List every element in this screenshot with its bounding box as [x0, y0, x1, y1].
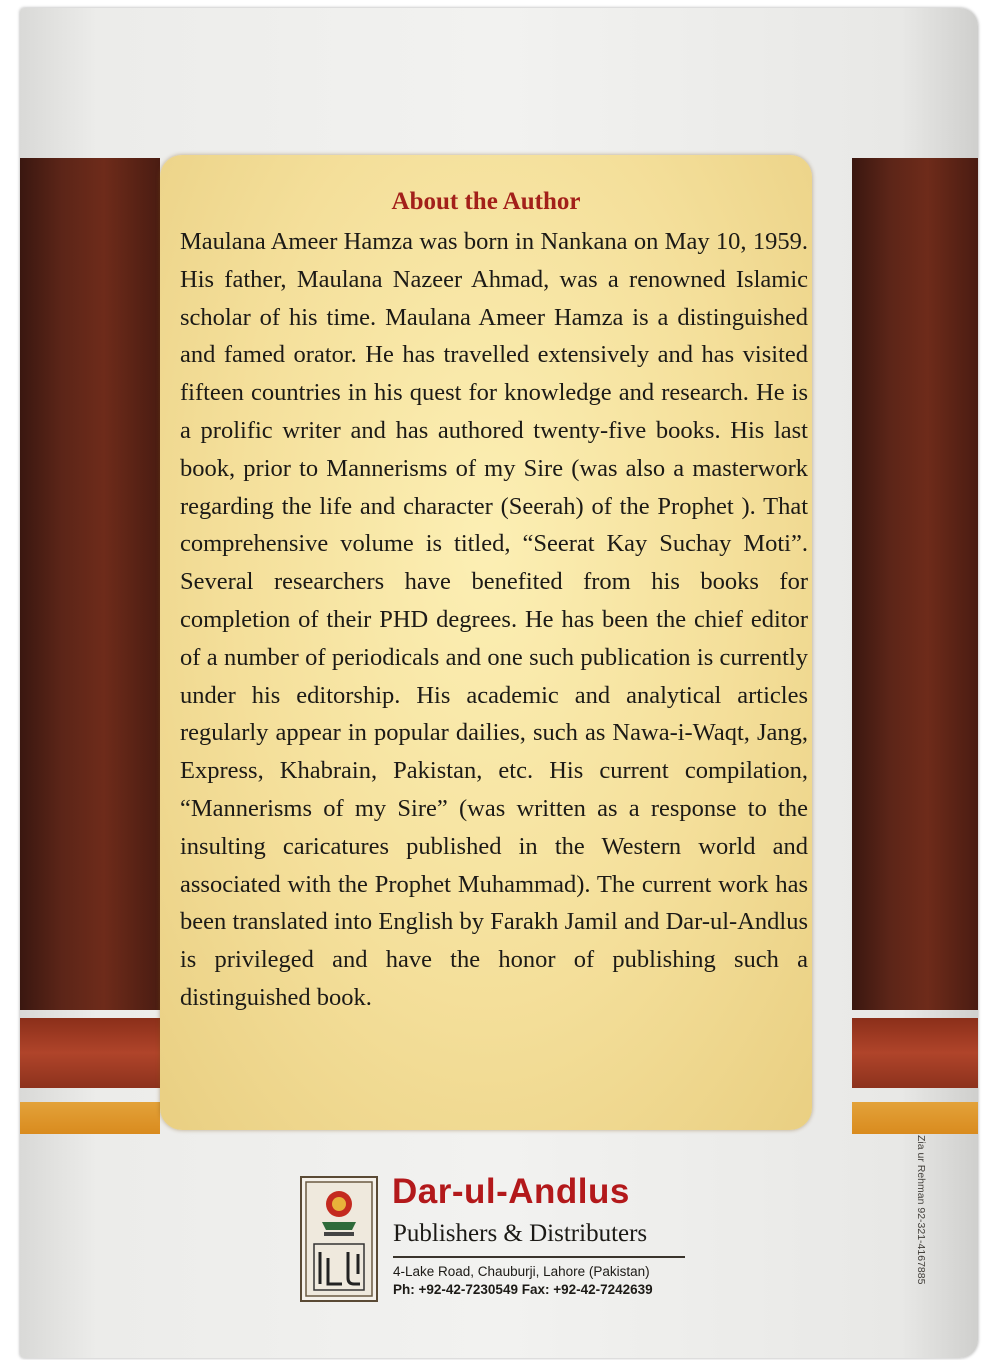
- author-biography: Maulana Ameer Hamza was born in Nankana on May 10, 1959. His father, Maulana Nazeer Ahmad, was a renowned Islamic scholar of his time. Maulana Ameer Hamza is a distinguished and famed orator. He has travelled extensively and has visited fifteen countries in his quest for knowledge and research. He is a prolific writer and has authored twenty-five books. His last book, prior to Mannerisms of my Sire (was also a masterwork regarding the life and character (Seerah) of the Prophet ). That comprehensive volume is titled, “Seerat Kay Suchay Moti”. Several researchers have benefited from his books for completion of their PHD degrees. He has been the chief editor of a number of periodicals and one such publication is currently under his editorship. His academic and analytical articles regularly appear in popular dailies, such as Nawa-i-Waqt, Jang, Express, Khabrain, Pakistan, etc. His current compilation, “Mannerisms of my Sire” (was written as a response to the insulting caricatures published in the Western world and associated with the Prophet Muhammad). The current work has been translated into English by Farakh Jamil and Dar-ul-Andlus is privileged and have the honor of publishing such a distinguished book.: [180, 228, 808, 1011]
- right-red-band: [852, 1018, 978, 1088]
- right-dark-band: [852, 158, 978, 1010]
- right-gold-band: [852, 1102, 978, 1134]
- publisher-name: Dar-ul-Andlus: [392, 1172, 630, 1211]
- about-author-panel: [160, 155, 812, 1130]
- publisher-subtitle: Publishers & Distributers: [393, 1220, 648, 1247]
- left-red-band: [20, 1018, 160, 1088]
- left-gold-band: [20, 1102, 160, 1134]
- side-credit-text: Zia ur Rehman 92-321-4167885: [915, 1135, 927, 1285]
- publisher-phone: Ph: +92-42-7230549 Fax: +92-42-7242639: [393, 1282, 653, 1297]
- publisher-address: 4-Lake Road, Chauburji, Lahore (Pakistan): [393, 1264, 650, 1279]
- about-author-heading: About the Author: [391, 188, 581, 215]
- publisher-divider: [393, 1256, 685, 1258]
- left-dark-band: [20, 158, 160, 1010]
- publisher-logo-icon: [300, 1176, 378, 1302]
